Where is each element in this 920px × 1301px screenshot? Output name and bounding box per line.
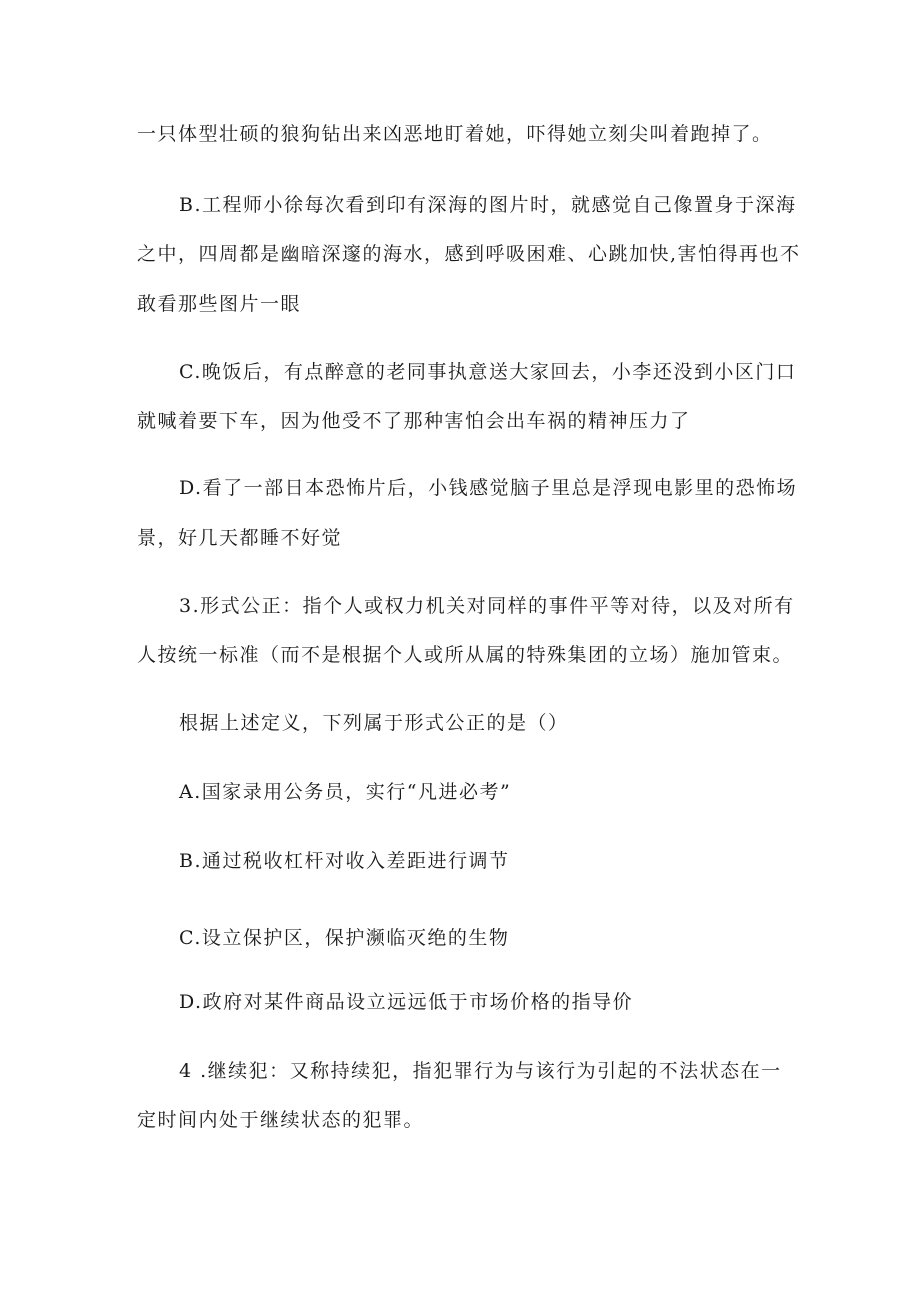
text-line: B.工程师小徐每次看到印有深海的图片时，就感觉自己像置身于深海 xyxy=(179,194,797,216)
text-line: 就喊着要下车，因为他受不了那种害怕会出车祸的精神压力了 xyxy=(137,410,691,432)
text-line: 3.形式公正：指个人或权力机关对同样的事件平等对待，以及对所有 xyxy=(179,595,795,617)
text-line: 一只体型壮硕的狼狗钻出来凶恶地盯着她，吓得她立刻尖叫着跑掉了。 xyxy=(137,123,773,145)
text-line: 之中，四周都是幽暗深邃的海水，感到呼吸困难、心跳加快,害怕得再也不 xyxy=(137,243,801,265)
text-line: 人按统一标准（而不是根据个人或所从属的特殊集团的立场）施加管束。 xyxy=(137,644,794,666)
text-line: B.通过税收杠杆对收入差距进行调节 xyxy=(179,850,510,872)
text-line: 景，好几天都睡不好觉 xyxy=(137,527,343,549)
text-line: C.设立保护区，保护濒临灭绝的生物 xyxy=(179,927,510,949)
text-line: 定时间内处于继续状态的犯罪。 xyxy=(137,1109,425,1131)
text-line: C.晚饭后，有点醉意的老同事执意送大家回去，小李还没到小区门口 xyxy=(179,361,797,383)
text-line: D.看了一部日本恐怖片后，小钱感觉脑子里总是浮现电影里的恐怖场 xyxy=(179,477,798,499)
text-line: 敢看那些图片一眼 xyxy=(137,293,302,315)
text-line: 4 .继续犯：又称持续犯，指犯罪行为与该行为引起的不法状态在一 xyxy=(179,1060,782,1082)
text-line: 根据上述定义，下列属于形式公正的是（） xyxy=(179,712,569,734)
text-line: D.政府对某件商品设立远远低于市场价格的指导价 xyxy=(179,991,634,1013)
text-line: A.国家录用公务员，实行“凡进必考” xyxy=(179,781,512,803)
